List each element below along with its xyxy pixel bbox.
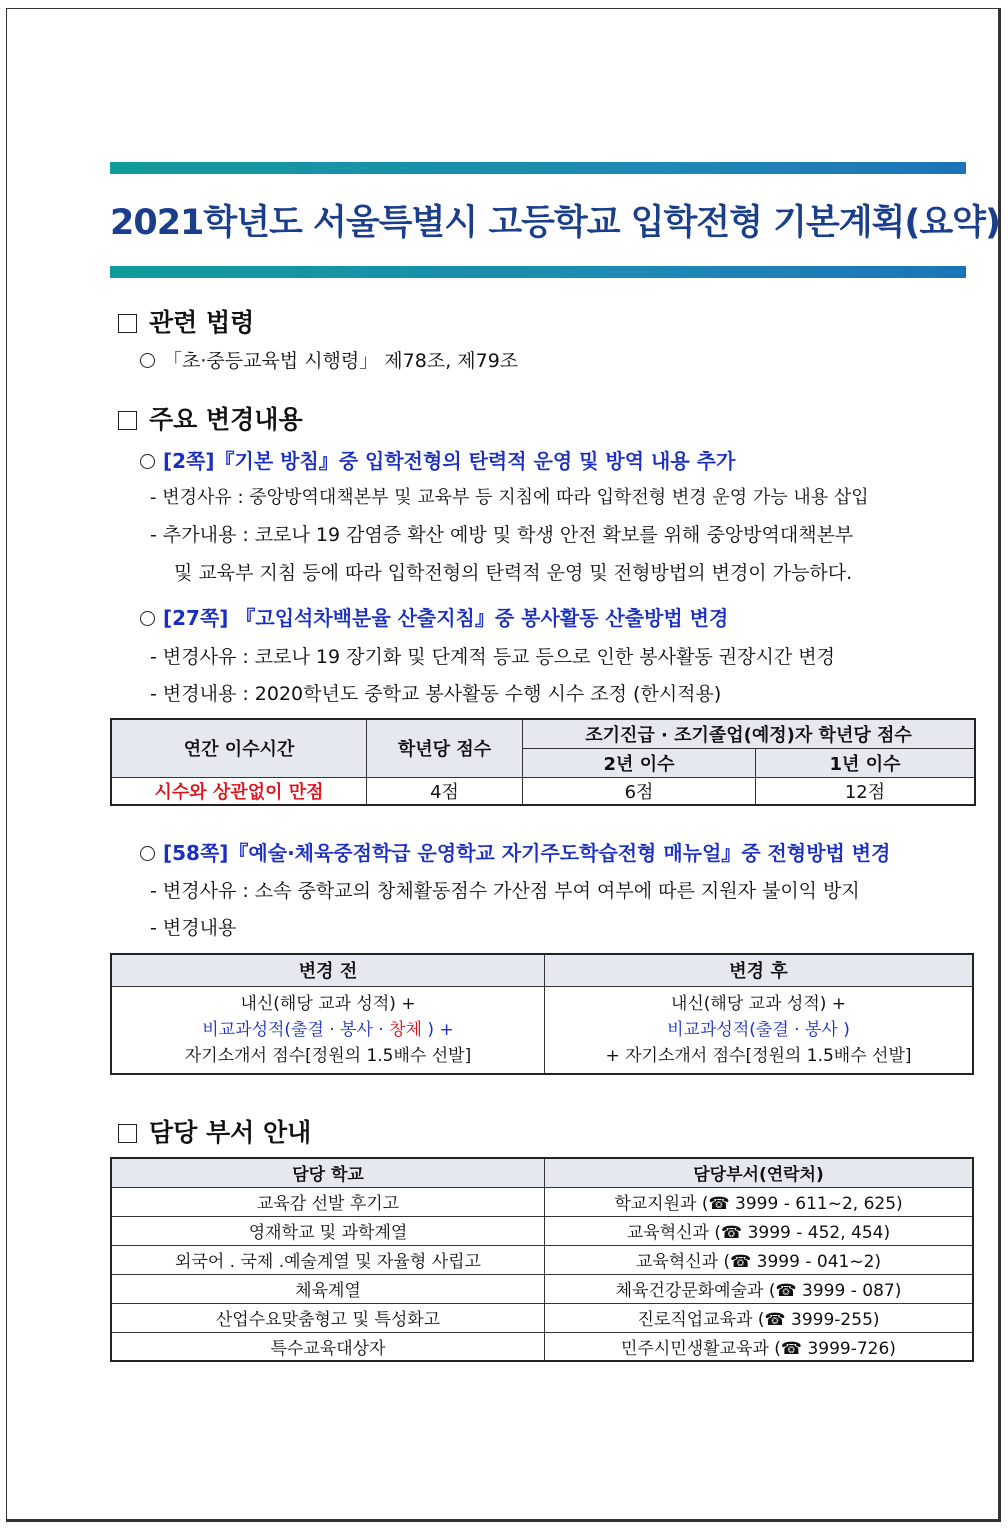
dept-cell: 교육혁신과 (☎ 3999 - 041~2) (545, 1245, 974, 1274)
checkbox-square-icon (118, 411, 137, 430)
circle-bullet-icon (140, 353, 155, 368)
title-band-top (110, 162, 966, 174)
page-title: 2021학년도 서울특별시 고등학교 입학전형 기본계획(요약) (110, 203, 1000, 243)
th-early-promotion: 조기진급 · 조기졸업(예정)자 학년당 점수 (523, 719, 976, 748)
table-row (111, 1216, 973, 1245)
change-3-reason: - 변경사유 : 소속 중학교의 창체활동점수 가산점 부여 여부에 따른 지원자 불이익 방지 (150, 880, 860, 902)
contacts-table (110, 1157, 974, 1362)
change-2-reason: - 변경사유 : 코로나 19 장기화 및 단계적 등교 등으로 인한 봉사활동 권장시간 변경 (150, 646, 835, 668)
school-cell: 외국어 . 국제 .예술계열 및 자율형 사립고 (111, 1245, 545, 1274)
td-2y-value: 6점 (523, 777, 756, 805)
dept-cell: 체육건강문화예술과 (☎ 3999 - 087) (545, 1274, 974, 1303)
change-2-title-text: [27쪽] 『고입석차백분율 산출지침』중 봉사활동 산출방법 변경 (163, 606, 729, 630)
th-before: 변경 전 (111, 954, 545, 986)
change-3-title (140, 837, 890, 866)
change-1-added-line2: 및 교육부 지침 등에 따라 입학전형의 탄력적 운영 및 전형방법의 변경이 가능하다. (174, 562, 853, 584)
th-1-year: 1년 이수 (756, 748, 976, 777)
section-contacts-heading (118, 1113, 311, 1149)
table-row (111, 1245, 973, 1274)
circle-bullet-icon (140, 611, 155, 626)
after-line2: 비교과성적(출결 · 봉사 ) (667, 1019, 850, 1040)
circle-bullet-icon (140, 454, 155, 469)
after-line1: 내신(해당 교과 성적) + (670, 993, 847, 1014)
change-3-content: - 변경내용 (150, 917, 237, 939)
th-2-years: 2년 이수 (523, 748, 756, 777)
th-after: 변경 후 (545, 954, 974, 986)
table-row (111, 1187, 973, 1216)
after-line3: + 자기소개서 점수[정원의 1.5배수 선발] (605, 1045, 912, 1066)
before-line3: 자기소개서 점수[정원의 1.5배수 선발] (184, 1045, 472, 1066)
td-score-value: 4점 (367, 777, 523, 805)
before-line2 (112, 1017, 544, 1043)
before-line2-blue: 비교과성적(출결 · 봉사 · (202, 1019, 390, 1040)
school-cell: 교육감 선발 후기고 (111, 1187, 545, 1216)
title-band-bottom (110, 266, 966, 278)
change-3-title-text: [58쪽]『예술·체육중점학급 운영학교 자기주도학습전형 매뉴얼』중 전형방법 변경 (163, 841, 891, 865)
method-change-table (110, 953, 974, 1075)
change-1-added-line1: - 추가내용 : 코로나 19 감염증 확산 예방 및 학생 안전 확보를 위해 중앙방역대책본부 (150, 524, 854, 546)
td-after-content (545, 986, 974, 1074)
table-row (111, 1303, 973, 1332)
table-row (111, 1332, 973, 1361)
th-score-per-grade: 학년당 점수 (367, 719, 523, 777)
circle-bullet-icon (140, 846, 155, 861)
before-line2-tail: ) + (422, 1019, 454, 1040)
before-line2-red: 창체 (389, 1019, 423, 1040)
section-law-label: 관련 법령 (149, 308, 255, 337)
dept-cell: 민주시민생활교육과 (☎ 3999-726) (545, 1332, 974, 1361)
checkbox-square-icon (118, 1124, 137, 1143)
school-cell: 체육계열 (111, 1274, 545, 1303)
school-cell: 산업수요맞춤형고 및 특성화고 (111, 1303, 545, 1332)
law-item (140, 346, 518, 373)
dept-cell: 진로직업교육과 (☎ 3999-255) (545, 1303, 974, 1332)
table-row (111, 1274, 973, 1303)
school-cell: 특수교육대상자 (111, 1332, 545, 1361)
td-1y-value: 12점 (756, 777, 976, 805)
change-1-title-text: [2쪽]『기본 방침』중 입학전형의 탄력적 운영 및 방역 내용 추가 (163, 449, 736, 473)
th-department: 담당부서(연락처) (545, 1158, 974, 1187)
volunteer-score-table (110, 718, 976, 806)
change-1-reason: - 변경사유 : 중앙방역대책본부 및 교육부 등 지침에 따라 입학전형 변경 운영 가능 내용 삽입 (150, 487, 869, 508)
section-changes-heading (118, 400, 303, 436)
td-before-content (111, 986, 545, 1074)
change-2-content: - 변경내용 : 2020학년도 중학교 봉사활동 수행 시수 조정 (한시적용) (150, 683, 722, 705)
before-line1: 내신(해당 교과 성적) + (240, 993, 416, 1014)
dept-cell: 교육혁신과 (☎ 3999 - 452, 454) (545, 1216, 974, 1245)
dept-cell: 학교지원과 (☎ 3999 - 611~2, 625) (545, 1187, 974, 1216)
change-1-title (140, 445, 735, 474)
change-2-title (140, 602, 728, 631)
section-changes-label: 주요 변경내용 (149, 405, 303, 434)
section-law-heading (118, 303, 254, 339)
th-school: 담당 학교 (111, 1158, 545, 1187)
section-contacts-label: 담당 부서 안내 (149, 1118, 312, 1147)
law-item-text: 「초·중등교육법 시행령」 제78조, 제79조 (163, 350, 519, 372)
td-hours-value: 시수와 상관없이 만점 (111, 777, 367, 805)
school-cell: 영재학교 및 과학계열 (111, 1216, 545, 1245)
checkbox-square-icon (118, 314, 137, 333)
th-annual-hours: 연간 이수시간 (111, 719, 367, 777)
